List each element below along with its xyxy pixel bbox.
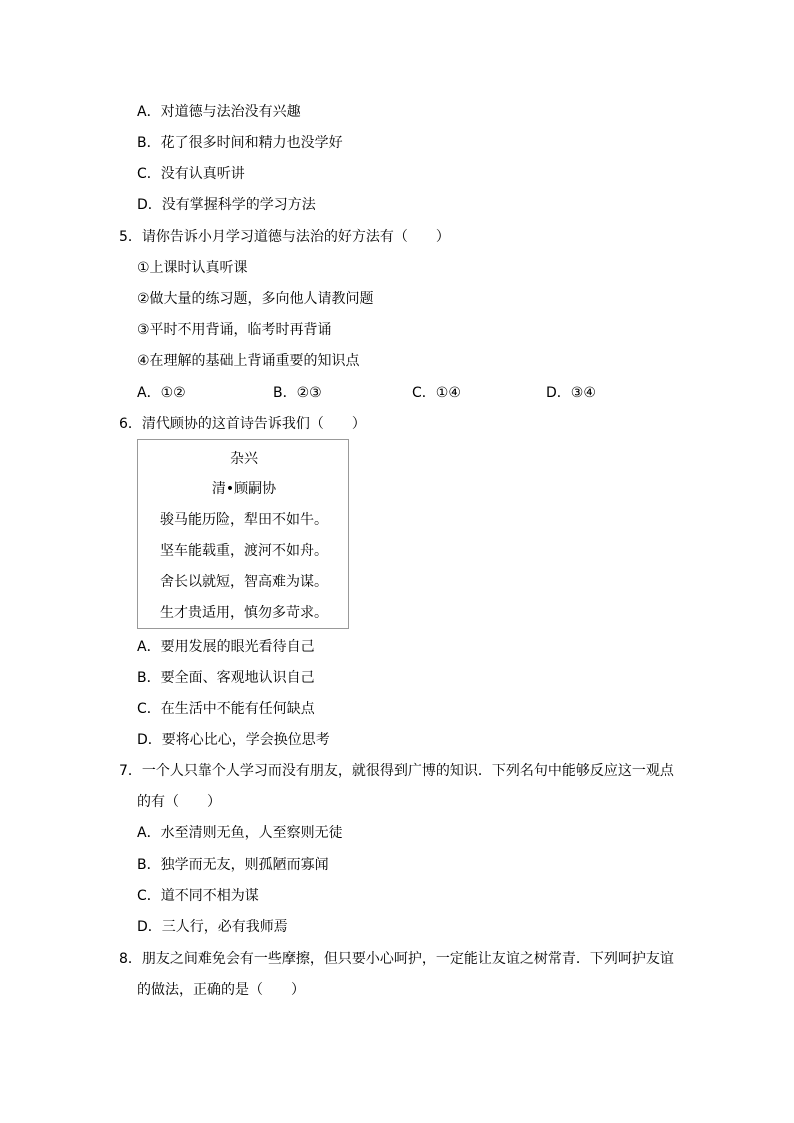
poem-line-3: 舍长以就短，智高难为谋。 [160,574,328,590]
q5-option-a: A．①② [137,385,186,401]
poem-line-2: 坚车能载重，渡河不如舟。 [160,543,328,559]
q4-option-b: B．花了很多时间和精力也没学好 [137,135,343,151]
poem-line-4: 生才贵适用，慎勿多苛求。 [160,605,328,621]
q5-stem: 5．请你告诉小月学习道德与法治的好方法有（ ） [119,229,450,245]
q5-item-1: ①上课时认真听课 [137,260,248,276]
q7-stem-line1: 7．一个人只靠个人学习而没有朋友，就很得到广博的知识．下列名句中能够反应这一观点 [119,763,674,779]
q8-stem-line1: 8．朋友之间难免会有一些摩擦，但只要小心呵护，一定能让友谊之树常青．下列呵护友谊 [119,951,674,967]
q5-item-4: ④在理解的基础上背诵重要的知识点 [137,353,360,369]
q7-option-b: B．独学而无友，则孤陋而寡闻 [137,857,329,873]
q4-option-d: D．没有掌握科学的学习方法 [137,197,316,213]
q5-option-b: B．②③ [273,385,322,401]
poem-author: 清•顾嗣协 [211,481,277,497]
q6-option-d: D．要将心比心，学会换位思考 [137,732,330,748]
q5-option-d: D．③④ [546,385,596,401]
q6-option-a: A．要用发展的眼光看待自己 [137,639,315,655]
q5-item-2: ②做大量的练习题，多向他人请教问题 [137,291,374,307]
q4-option-a: A．对道德与法治没有兴趣 [137,104,301,120]
poem-box [137,439,349,629]
q4-option-c: C．没有认真听讲 [137,166,245,182]
q7-option-d: D．三人行，必有我师焉 [137,919,288,935]
q7-stem-line2: 的有（ ） [137,794,221,810]
q6-stem: 6．清代顾协的这首诗告诉我们（ ） [119,416,366,432]
q6-option-c: C．在生活中不能有任何缺点 [137,701,315,717]
q7-option-a: A．水至清则无鱼，人至察则无徒 [137,825,343,841]
q7-option-c: C．道不同不相为谋 [137,888,259,904]
q5-option-c: C．①④ [412,385,461,401]
q5-item-3: ③平时不用背诵，临考时再背诵 [137,322,332,338]
poem-title: 杂兴 [230,451,258,467]
q6-option-b: B．要全面、客观地认识自己 [137,670,315,686]
poem-line-1: 骏马能历险，犁田不如牛。 [160,512,328,528]
q8-stem-line2: 的做法，正确的是（ ） [137,982,305,998]
